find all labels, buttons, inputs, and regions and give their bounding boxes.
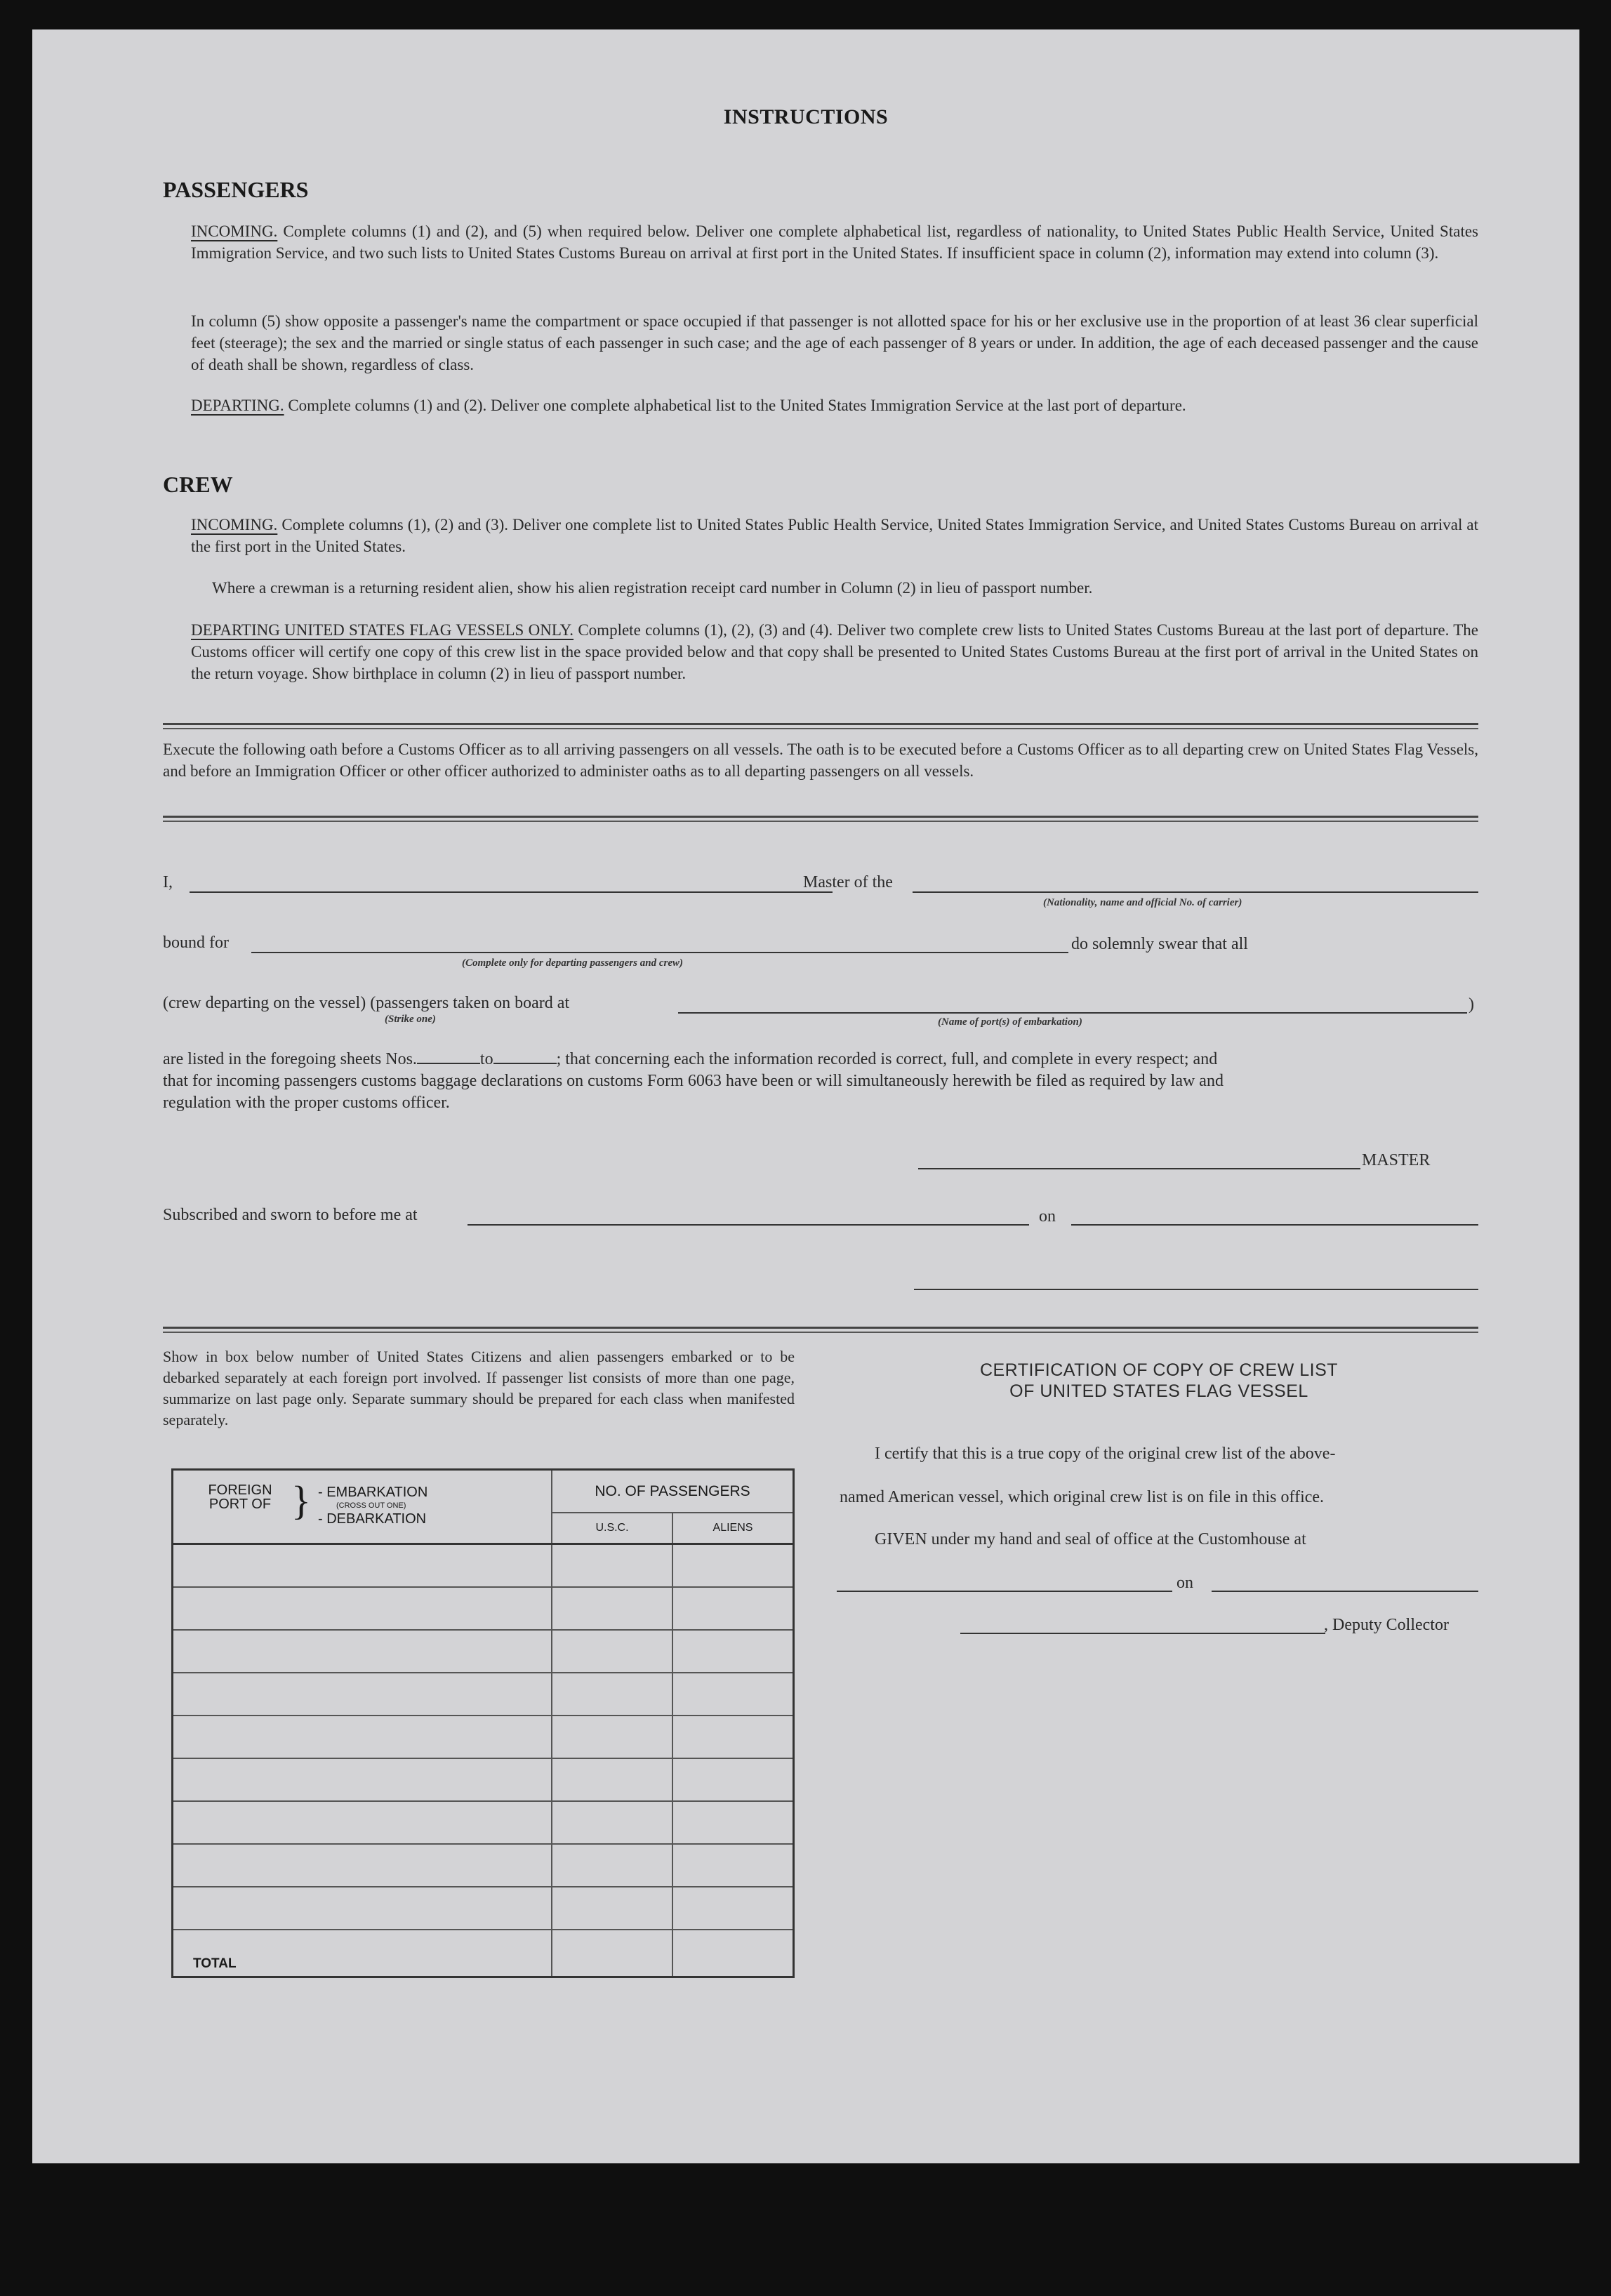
usc-header: U.S.C. — [552, 1513, 672, 1544]
deputy-collector-label: , Deputy Collector — [1324, 1616, 1449, 1634]
deputy-signature-field[interactable] — [960, 1633, 1325, 1634]
table-row — [173, 1544, 794, 1588]
subscribed-label: Subscribed and sworn to before me at — [163, 1206, 418, 1224]
port-cell[interactable] — [173, 1673, 552, 1716]
aliens-cell[interactable] — [672, 1716, 794, 1758]
aliens-header: ALIENS — [672, 1513, 794, 1544]
nationality-caption: (Nationality, name and official No. of carrier) — [1043, 897, 1242, 908]
total-row — [173, 1930, 794, 1977]
crew-departing-label: DEPARTING UNITED STATES FLAG VESSELS ONLY. — [191, 621, 574, 639]
table-row — [173, 1844, 794, 1887]
aliens-cell[interactable] — [672, 1587, 794, 1630]
crew-incoming-label: INCOMING. — [191, 516, 278, 533]
aliens-total-cell[interactable] — [672, 1930, 794, 1977]
carrier-field[interactable] — [913, 891, 1478, 893]
form-page — [32, 29, 1579, 2163]
passengers-incoming-text: Complete columns (1) and (2), and (5) when required below. Deliver one complete alphabetical list, regardless of nationality, to United States Public Health Service, United States Immigration Service, and two such lists to United States Customs Bureau on arrival at first port in the United States. If insufficient space in column (2), information may extend into column (3). — [191, 223, 1478, 262]
complete-only-caption: (Complete only for departing passengers and crew) — [462, 957, 683, 969]
listed-text-4: regulation with the proper customs officer. — [163, 1094, 450, 1112]
summary-instructions: Show in box below number of United States Citizens and alien passengers embarked or to be debarked separately at each foreign port involved. If passenger list consists of more than one page, summarize on last page only. Separate summary should be prepared for each class when manifested separately. — [163, 1348, 795, 1428]
usc-cell[interactable] — [552, 1630, 672, 1673]
officer-signature-field[interactable] — [914, 1289, 1478, 1290]
aliens-cell[interactable] — [672, 1673, 794, 1716]
aliens-cell[interactable] — [672, 1844, 794, 1887]
table-row — [173, 1758, 794, 1801]
master-name-field[interactable] — [190, 891, 833, 893]
passengers-departing-paragraph — [191, 394, 1478, 416]
section-divider — [163, 723, 1478, 729]
crew-incoming-text: Complete columns (1), (2) and (3). Deliver one complete list to United States Public Health Service, United States Immigration Service, and United States Customs Bureau on arrival at the first port in the United States. — [191, 516, 1478, 555]
subscribed-place-field[interactable] — [468, 1224, 1029, 1226]
usc-total-cell[interactable] — [552, 1930, 672, 1977]
certify-line-1: I certify that this is a true copy of the original crew list of the above- — [875, 1445, 1336, 1463]
usc-cell[interactable] — [552, 1544, 672, 1588]
usc-cell[interactable] — [552, 1673, 672, 1716]
bound-for-label: bound for — [163, 934, 229, 952]
page-title: INSTRUCTIONS — [723, 105, 889, 128]
brace-icon: } — [291, 1478, 311, 1523]
embarkation-port-field[interactable] — [678, 1012, 1467, 1014]
table-row — [173, 1716, 794, 1758]
port-cell[interactable] — [173, 1630, 552, 1673]
crew-departing-text: Complete columns (1), (2), (3) and (4). Deliver two complete crew lists to United States Customs Bureau at the last port of departure. The Customs officer will certify one copy of this crew list in the space provided below and that copy shall be presented to United States Customs Bureau at the first port of arrival in the United States on the return voyage. Show birthplace in column (2) in lieu of passport number. — [191, 621, 1479, 682]
aliens-cell[interactable] — [672, 1801, 794, 1844]
usc-cell[interactable] — [552, 1887, 672, 1930]
port-cell[interactable] — [173, 1887, 552, 1930]
section-divider — [163, 1327, 1478, 1333]
summary-table — [171, 1468, 795, 1978]
cross-out-label: (CROSS OUT ONE) — [336, 1501, 406, 1510]
passengers-departing-label: DEPARTING. — [191, 397, 284, 414]
table-row — [173, 1587, 794, 1630]
certify-line-2: named American vessel, which original crew list is on file in this office. — [840, 1488, 1325, 1506]
sheets-to-field[interactable] — [493, 1063, 557, 1064]
swear-text: do solemnly swear that all — [1068, 935, 1248, 954]
embarkation-label: - EMBARKATION — [318, 1485, 428, 1500]
aliens-cell[interactable] — [672, 1758, 794, 1801]
customhouse-field[interactable] — [837, 1591, 1198, 1592]
table-row — [173, 1673, 794, 1716]
aliens-cell[interactable] — [672, 1544, 794, 1588]
usc-cell[interactable] — [552, 1758, 672, 1801]
strike-one-caption: (Strike one) — [385, 1014, 436, 1025]
port-cell[interactable] — [173, 1544, 552, 1588]
foreign-port-of: FOREIGN PORT OF — [208, 1482, 272, 1512]
listed-to: to — [479, 1050, 493, 1068]
crew-departing-text: (crew departing on the vessel) (passengers taken on board at — [163, 994, 570, 1012]
passengers-incoming-paragraph — [191, 220, 1478, 264]
usc-cell[interactable] — [552, 1587, 672, 1630]
listed-text-3: that for incoming passengers customs baggage declarations on customs Form 6063 have been or will simultaneously herewith be filed as required by law and — [163, 1072, 1224, 1090]
certification-date-field[interactable] — [1212, 1591, 1478, 1592]
passengers-heading: PASSENGERS — [163, 177, 309, 202]
aliens-cell[interactable] — [672, 1630, 794, 1673]
usc-cell[interactable] — [552, 1716, 672, 1758]
usc-cell[interactable] — [552, 1844, 672, 1887]
port-cell[interactable] — [173, 1587, 552, 1630]
port-cell[interactable] — [173, 1716, 552, 1758]
listed-text-2: ; that concerning each the information recorded is correct, full, and complete in every respect; and — [556, 1050, 1218, 1068]
passengers-departing-text: Complete columns (1) and (2). Deliver one complete alphabetical list to the United States Immigration Service at the last port of departure. — [288, 397, 1186, 414]
certification-on-label: on — [1172, 1574, 1198, 1593]
port-cell[interactable] — [173, 1758, 552, 1801]
given-line: GIVEN under my hand and seal of office at the Customhouse at — [875, 1530, 1306, 1548]
close-paren: ) — [1469, 995, 1474, 1014]
listed-text-1: are listed in the foregoing sheets Nos. — [163, 1050, 417, 1068]
usc-cell[interactable] — [552, 1801, 672, 1844]
crew-departing-paragraph — [191, 619, 1478, 684]
subscribed-on-label: on — [1039, 1207, 1056, 1226]
sheets-from-field[interactable] — [417, 1063, 480, 1064]
no-of-passengers-header: NO. OF PASSENGERS — [552, 1470, 794, 1513]
oath-instructions: Execute the following oath before a Customs Officer as to all arriving passengers on all vessels. The oath is to be executed before a Customs Officer as to all departing crew on United States Flag Vessels, and before an Immigration Officer or other officer authorized to administer oaths as to all departing passengers on all vessels. — [163, 741, 1478, 780]
table-row — [173, 1801, 794, 1844]
crew-incoming-paragraph — [191, 514, 1478, 557]
table-row — [173, 1887, 794, 1930]
certification-title-1: CERTIFICATION OF COPY OF CREW LIST — [979, 1360, 1339, 1380]
total-label: TOTAL — [173, 1930, 552, 1977]
passengers-column5-paragraph: In column (5) show opposite a passenger's name the compartment or space occupied if that passenger is not allotted space for his or her exclusive use in the proportion of at least 36 clear superficial feet (steerage); the sex and the married or single status of each passenger in such case; and the age of each passenger of 8 years or under. In addition, the age of each deceased passenger and the cause of death shall be shown, regardless of class. — [191, 312, 1478, 373]
aliens-cell[interactable] — [672, 1887, 794, 1930]
port-caption: (Name of port(s) of embarkation) — [938, 1016, 1082, 1028]
master-label: MASTER — [1362, 1151, 1431, 1169]
port-cell[interactable] — [173, 1801, 552, 1844]
crew-heading: CREW — [163, 472, 233, 497]
port-cell[interactable] — [173, 1844, 552, 1887]
master-of-the-label: Master of the — [803, 873, 893, 891]
crew-alien-paragraph: Where a crewman is a returning resident alien, show his alien registration receipt card number in Column (2) in lieu of passport number. — [212, 579, 1093, 597]
subscribed-date-field[interactable] — [1071, 1224, 1478, 1226]
passengers-incoming-label: INCOMING. — [191, 223, 278, 240]
debarkation-label: - DEBARKATION — [318, 1511, 427, 1527]
port-header-cell — [173, 1470, 552, 1544]
oath-i-label: I, — [163, 873, 173, 891]
listed-paragraph — [163, 1049, 1478, 1114]
table-row — [173, 1630, 794, 1673]
section-divider — [163, 816, 1478, 822]
bound-for-field[interactable] — [251, 952, 1098, 953]
master-signature-field[interactable] — [918, 1168, 1395, 1169]
certification-title-2: OF UNITED STATES FLAG VESSEL — [1009, 1381, 1308, 1401]
